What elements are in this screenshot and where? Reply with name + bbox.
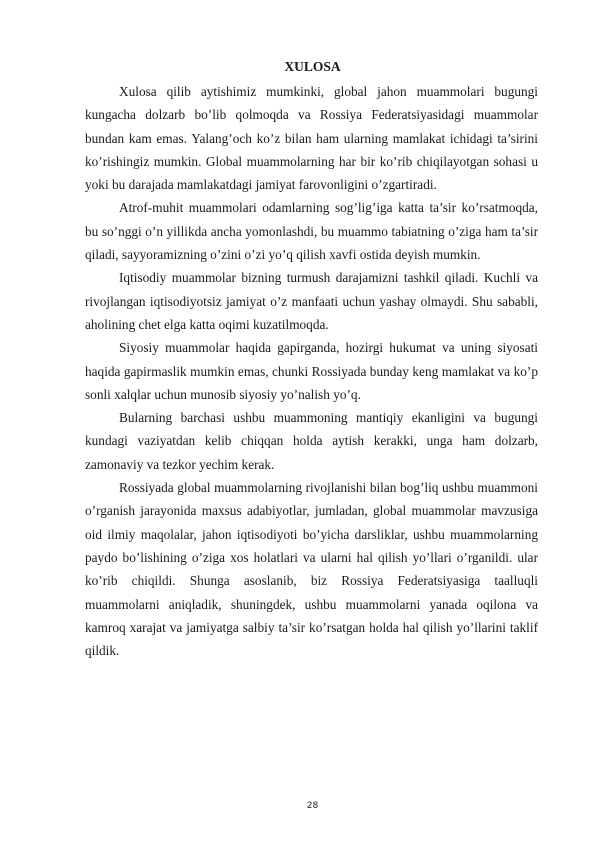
page-number: 28 bbox=[306, 801, 319, 811]
body-text bbox=[85, 80, 538, 662]
paragraph-3: Iqtisodiy muammolar bizning turmush darajamizni tashkil qiladi. Kuchli va rivojlangan iqtisodiyotsiz jamiyat o’z manfaati uchun yashay olmaydi. Shu sababli, aholining chet elga katta oqimi kuzatilmoqda. bbox=[85, 270, 538, 332]
paragraph-1: Xulosa qilib aytishimiz mumkinki, global jahon muammolari bugungi kungacha dolzarb bo’lib qolmoqda va Rossiya Federatsiyasidagi muammolar bundan kam emas. Yalang’och ko’z bilan ham ularning mamlakat ichidagi ta’sirini ko’rishingiz mumkin. Global muammolarning har bir ko’rib chiqilayotgan sohasi u yoki bu darajada mamlakatdagi jamiyat farovonligini o’zgartiradi. bbox=[85, 84, 538, 193]
paragraph-4: Siyosiy muammolar haqida gapirganda, hozirgi hukumat va uning siyosati haqida gapirmaslik mumkin emas, chunki Rossiyada bunday keng mamlakat va ko’p sonli xalqlar uchun munosib siyosiy yo’nalish yo’q. bbox=[85, 340, 538, 402]
paragraph-6: Rossiyada global muammolarning rivojlanishi bilan bog’liq ushbu muammoni o’rganish jarayonida maxsus adabiyotlar, jumladan, global muammolar mavzusiga oid ilmiy maqolalar, jahon iqtisodiyoti bo’yicha darsliklar, ushbu muammolarning paydo bo’lishining o’ziga xos holatlari va ularni hal qilish yo’llari o’rganildi. ular ko’rib chiqildi. Shunga asoslanib, biz Rossiya Federatsiyasiga taalluqli muammolarni aniqladik, shuningdek, ushbu muammolarni yanada oqilona va kamroq xarajat va jamiyatga salbiy ta’sir ko’rsatgan holda hal qilish yo’llarini taklif qildik. bbox=[85, 480, 538, 659]
paragraph-5: Bularning barchasi ushbu muammoning mantiqiy ekanligini va bugungi kundagi vaziyatdan kelib chiqqan holda aytish kerakki, unga ham dolzarb, zamonaviy va tezkor yechim kerak. bbox=[85, 410, 538, 472]
page-title: XULOSA bbox=[284, 59, 341, 74]
paragraph-2: Atrof-muhit muammolari odamlarning sog’lig’iga katta ta’sir ko’rsatmoqda, bu so’nggi o’n yillikda ancha yomonlashdi, bu muammo tabiatning o’ziga ham ta’sir qiladi, sayyoramizning o’zini o’zi yo’q qilish xavfi ostida deyish mumkin. bbox=[85, 200, 538, 263]
